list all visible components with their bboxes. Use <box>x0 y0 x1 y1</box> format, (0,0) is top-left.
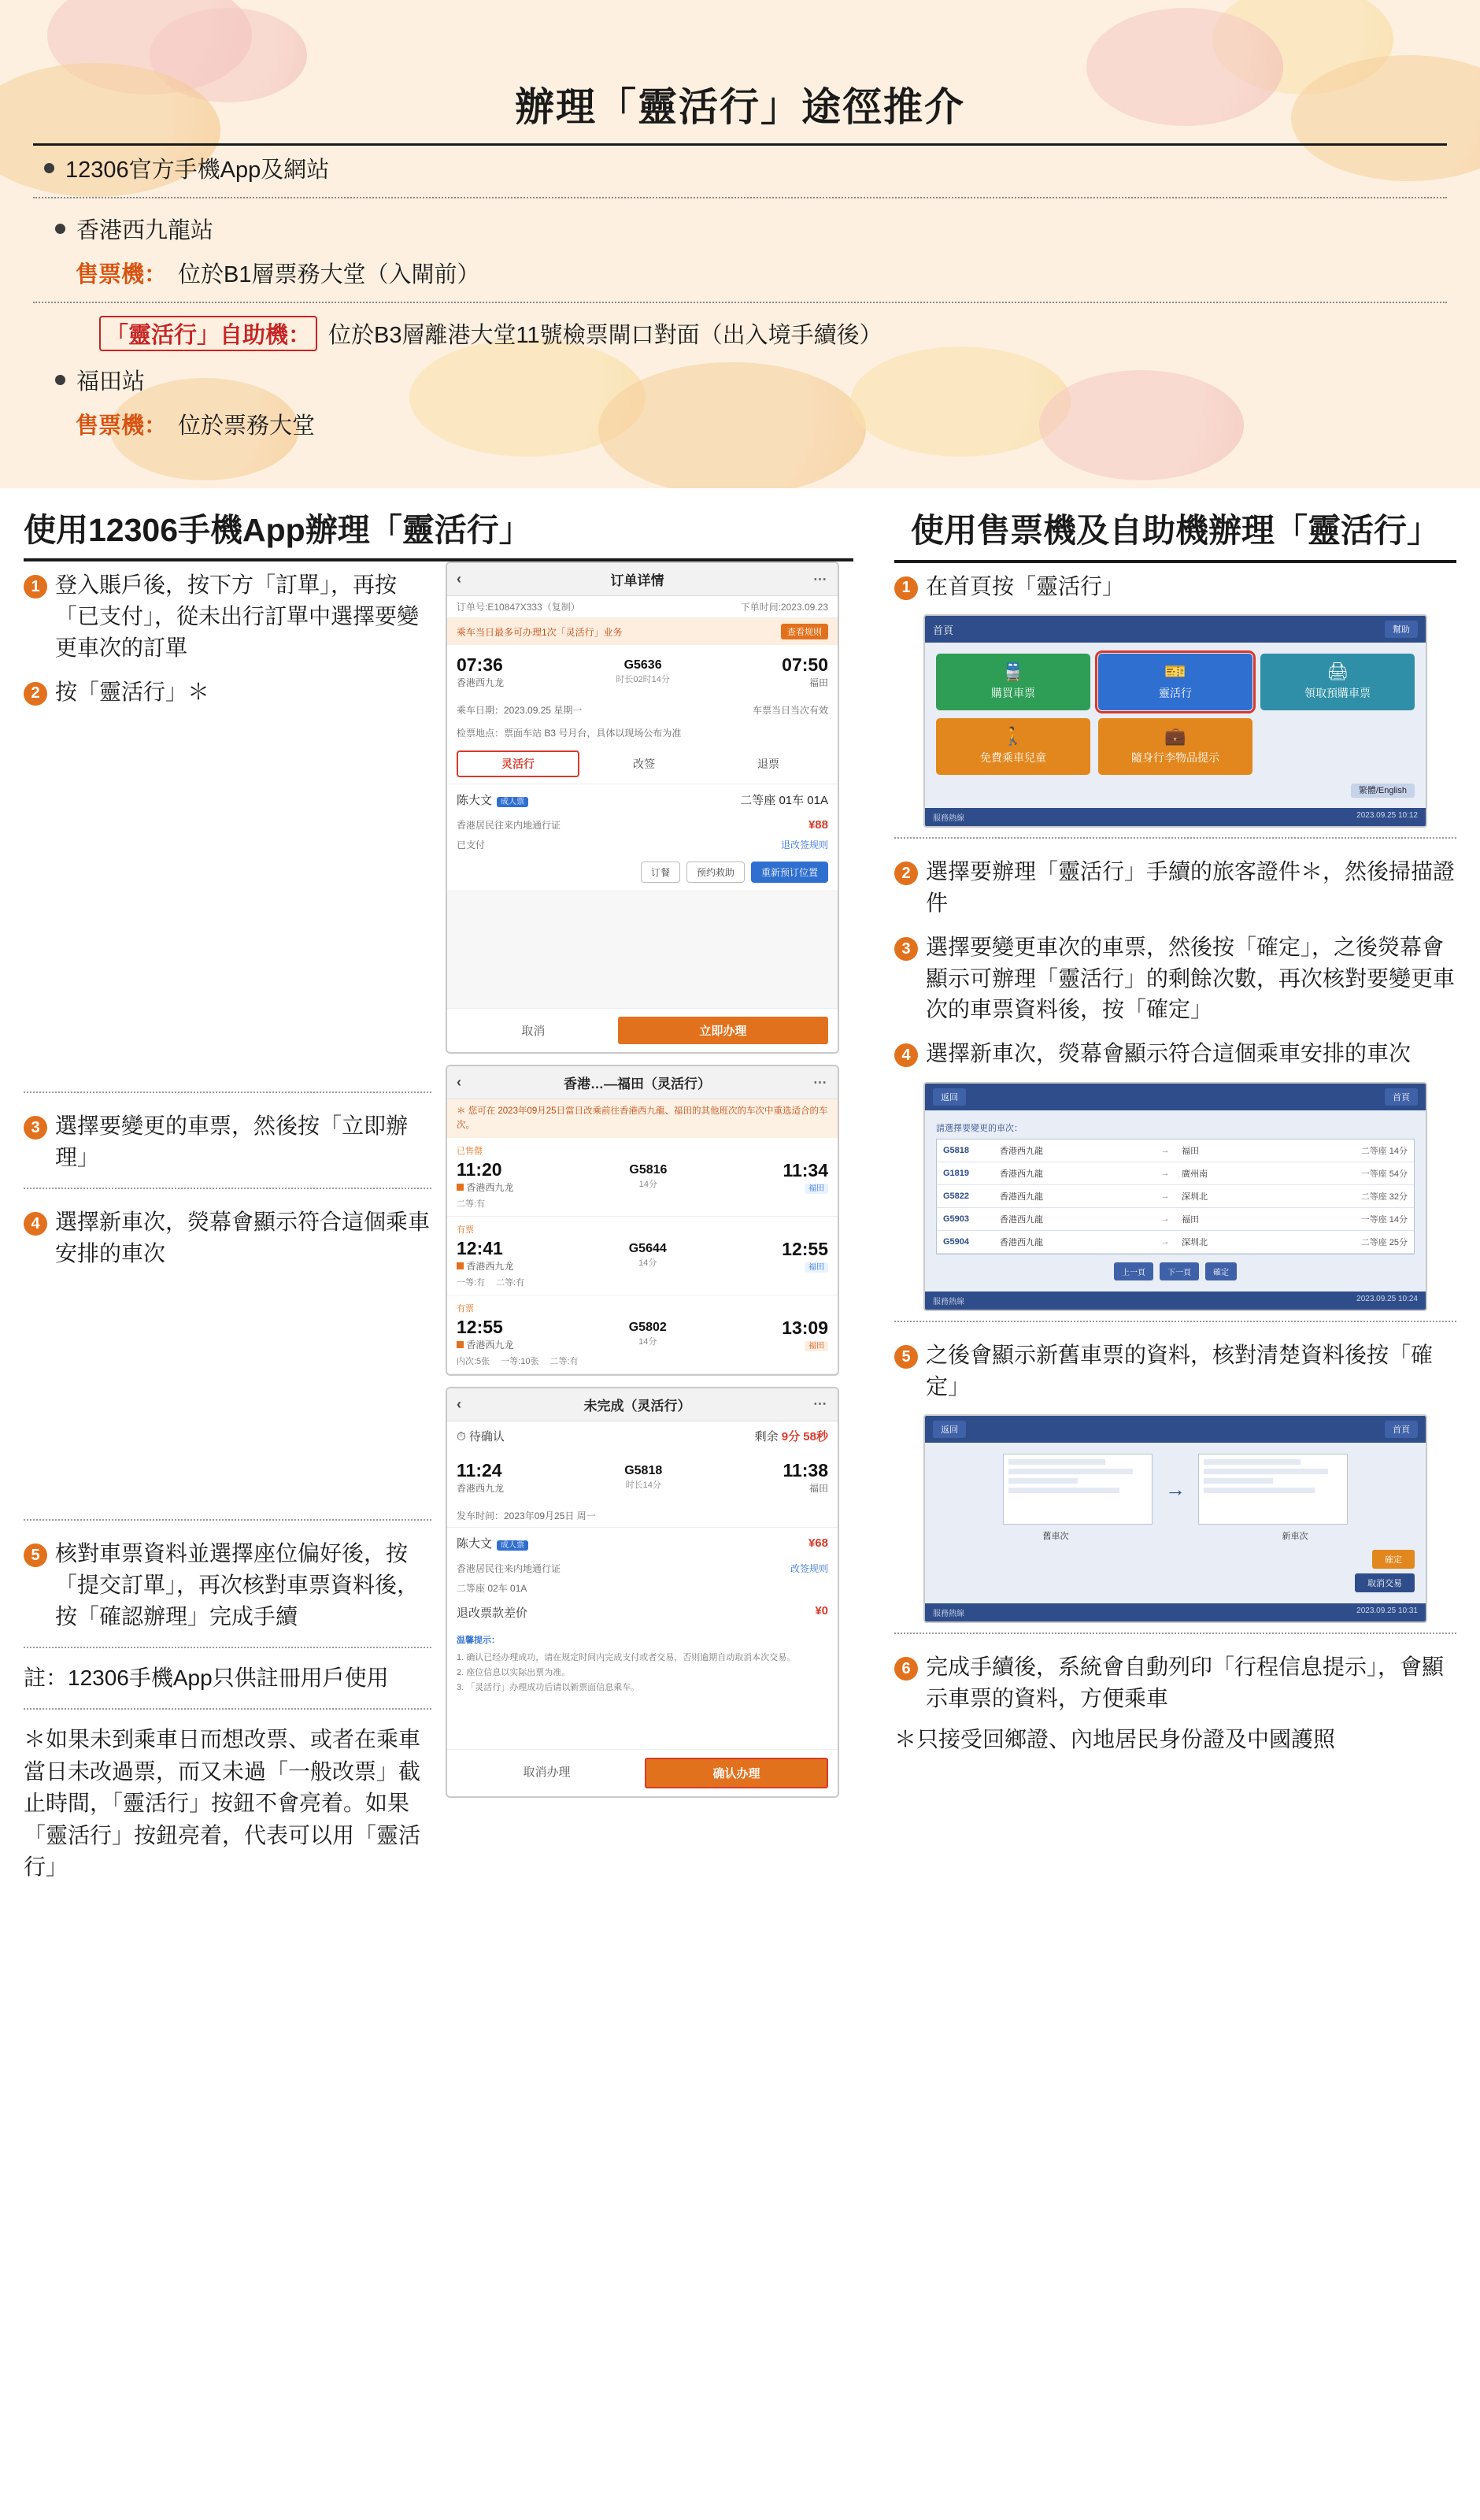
kiosk-tile-label: 免費乘車兒童 <box>980 751 1046 765</box>
list-notice: ＊ 您可在 2023年09月25日當日改乘前往香港西九龍、福田的其他班次的车次中重选适合的车次。 <box>447 1099 838 1138</box>
arrival-time: 13:09 <box>782 1317 828 1338</box>
step-text: 選擇要辦理「靈活行」手續的旅客證件＊，然後掃描證件 <box>926 859 1456 915</box>
banner-row-wkl-self-machine <box>33 309 1447 356</box>
tab-flexible[interactable]: 灵活行 <box>457 750 579 777</box>
kiosk-home-button[interactable]: 首頁 <box>1385 1421 1418 1438</box>
page-title: 辦理「靈活行」途徑推介 <box>515 85 965 129</box>
table-row[interactable] <box>937 1231 1414 1254</box>
step-item <box>24 669 431 713</box>
arrow-icon: → <box>1160 1168 1170 1178</box>
train-icon: 🚆 <box>1002 662 1024 682</box>
phone-title: 未完成（灵活行） <box>583 1398 691 1414</box>
note-asterisk: ＊如果未到乘車日而想改票、或者在乘車當日未改過票，而又未過「一般改票」截止時間，「靈活行」按鈕不會亮着。如果「靈活行」按鈕亮着，代表可以用「靈活行」 <box>24 1727 421 1880</box>
step-item <box>894 563 1456 607</box>
tip-line: 2. 座位信息以实际出票为准。 <box>457 1668 571 1678</box>
flexible-notice-banner <box>447 618 838 645</box>
to-station: 福田 <box>1182 1214 1199 1225</box>
kiosk-tile-label: 領取預購車票 <box>1304 687 1371 700</box>
train-number: G5904 <box>943 1236 970 1247</box>
kiosk-timestamp: 2023.09.25 10:31 <box>1356 1606 1418 1616</box>
departure-station: 香港西九龙 <box>457 677 505 689</box>
rebook-button[interactable]: 重新预订位置 <box>751 862 828 883</box>
arrow-icon: → <box>1160 1214 1170 1224</box>
phone-title-bar <box>447 1066 838 1099</box>
kiosk-tile-label: 靈活行 <box>1159 687 1192 700</box>
departure-time: 11:24 <box>457 1459 502 1480</box>
phone-order-detail <box>446 561 839 1054</box>
step-number: 3 <box>894 937 918 961</box>
banner-row-futian-ticket-machine <box>33 402 1447 445</box>
departure-station: 香港西九龙 <box>457 1482 505 1494</box>
from-station: 香港西九龍 <box>1000 1191 1043 1202</box>
more-dots-icon[interactable]: ⋯ <box>813 1074 828 1090</box>
next-page-button[interactable]: 下一頁 <box>1160 1262 1199 1280</box>
kiosk-footer <box>925 1603 1426 1621</box>
arrival-station: 福田 <box>782 1260 828 1272</box>
to-station: 深圳北 <box>1182 1191 1208 1202</box>
step-number: 1 <box>24 575 47 598</box>
kiosk-tile-grid <box>936 654 1415 775</box>
step-text: 按「靈活行」＊ <box>55 679 210 704</box>
step-item <box>24 1199 431 1274</box>
banner-row-wkl-ticket-machine <box>33 250 1447 294</box>
step-item <box>894 924 1456 1030</box>
left-column-body <box>24 561 853 1888</box>
departure-time: 12:41 <box>457 1237 503 1258</box>
arrival-station: 福田 <box>808 677 828 689</box>
chevron-left-icon[interactable]: ‹ <box>457 1395 461 1412</box>
kiosk-hotline: 服務熱線 <box>933 1610 964 1619</box>
right-column-heading: 使用售票機及自助機辦理「靈活行」 <box>894 510 1456 563</box>
table-row[interactable] <box>937 1162 1414 1185</box>
bag-icon: 💼 <box>1164 726 1186 747</box>
old-ticket-label: 舊車次 <box>1042 1532 1069 1542</box>
table-row[interactable] <box>937 1140 1414 1162</box>
confirm-status-row <box>447 1421 838 1451</box>
kiosk-home-label: 首頁 <box>933 624 954 636</box>
left-phone-mockups <box>446 561 853 1888</box>
row-meta: 二等座 32分 <box>1360 1191 1408 1202</box>
fare-difference-label: 退改票款差价 <box>457 1606 528 1620</box>
blank-area <box>447 890 838 1008</box>
train-duration: 时长02时14分 <box>616 675 670 685</box>
departure-station: 香港西九龙 <box>457 1180 513 1194</box>
passenger-type-badge: 成人票 <box>497 1540 528 1551</box>
divider <box>24 1647 431 1648</box>
kiosk-tile-flexible[interactable] <box>1098 654 1252 710</box>
arrival-time: 11:38 <box>783 1459 828 1480</box>
passenger-type-badge: 成人票 <box>497 797 528 807</box>
step-number: 6 <box>894 1657 918 1681</box>
kiosk-timestamp: 2023.09.25 10:12 <box>1356 811 1418 821</box>
payment-status: 已支付 <box>457 839 486 851</box>
phone-confirm <box>446 1387 839 1798</box>
kiosk-footer <box>925 808 1426 826</box>
from-station: 香港西九龍 <box>1000 1169 1043 1179</box>
step-item <box>24 561 431 668</box>
kiosk-hotline: 服務熱線 <box>933 814 964 824</box>
secondary-buttons <box>447 854 838 890</box>
confirm-processing-button[interactable]: 确认办理 <box>645 1758 828 1788</box>
step-text: 核對車票資料並選擇座位偏好後，按「提交訂單」，再次核對車票資料後，按「確認辦理」完成手續 <box>55 1541 420 1629</box>
kiosk-tile-collect-ticket[interactable] <box>1260 654 1415 710</box>
order-number: 订单号:E10847X333（复制） <box>457 602 580 613</box>
chevron-left-icon[interactable]: ‹ <box>457 571 461 587</box>
train-row <box>457 1159 828 1194</box>
kiosk-pager <box>936 1262 1415 1280</box>
kiosk-back-button[interactable]: 返回 <box>933 1421 966 1438</box>
kiosk-back-button[interactable]: 返回 <box>933 1088 966 1106</box>
cancel-transaction-button[interactable]: 取消交易 <box>1355 1573 1415 1592</box>
banner-row-wkl <box>33 205 1447 250</box>
idcard-row <box>447 1558 838 1578</box>
kiosk-hotline: 服務熱線 <box>933 1297 964 1306</box>
divider <box>894 837 1456 839</box>
countdown-value: 9分 58秒 <box>781 1429 828 1443</box>
label-self-service-machine: 「靈活行」自助機： <box>99 316 317 351</box>
divider <box>33 302 1447 303</box>
step-item <box>894 1332 1456 1407</box>
train-number: G5816 <box>629 1162 668 1177</box>
row-meta: 二等座 25分 <box>1360 1237 1408 1247</box>
change-rules-link[interactable]: 改签规则 <box>790 1562 828 1574</box>
phone-title: 订单详情 <box>610 573 664 589</box>
to-station: 廣州南 <box>1182 1169 1208 1179</box>
step-text: 登入賬戶後，按下方「訂單」，再按「已支付」，從未出行訂單中選擇要變更車次的訂單 <box>55 573 420 660</box>
banner-row-futian <box>33 356 1447 402</box>
arrow-icon: → <box>1160 1145 1170 1155</box>
refund-rules-link[interactable]: 退改签规则 <box>780 839 828 851</box>
kiosk-train-table <box>936 1139 1415 1254</box>
table-row[interactable] <box>937 1185 1414 1208</box>
tip-line: 3. 「灵活行」办理成功后请以新票面信息乘车。 <box>457 1682 640 1692</box>
prev-page-button[interactable]: 上一頁 <box>1114 1262 1153 1280</box>
train-duration: 14分 <box>638 1179 658 1189</box>
row-meta: 一等座 14分 <box>1360 1214 1408 1225</box>
to-station: 深圳北 <box>1182 1237 1208 1247</box>
step-number: 2 <box>24 682 47 706</box>
train-number: G5818 <box>943 1145 970 1155</box>
left-column <box>24 510 874 1888</box>
arrival-station: 福田 <box>808 1482 828 1494</box>
step-number: 5 <box>894 1345 918 1369</box>
order-meal-button[interactable]: 订餐 <box>641 862 680 883</box>
boarding-location: 检票地点：票面车站 B3 号月台，具体以现场公布为准 <box>457 728 682 739</box>
note-app-only: 註：12306手機App只供註冊用戶使用 <box>24 1665 389 1690</box>
payment-row <box>447 835 838 854</box>
ticket-comparison <box>936 1454 1415 1525</box>
step-item <box>24 1530 431 1636</box>
bullet-icon <box>55 224 65 234</box>
new-ticket-card <box>1198 1454 1348 1525</box>
step-text: 之後會顯示新舊車票的資料，核對清楚資料後按「確定」 <box>926 1342 1434 1399</box>
step-item <box>894 848 1456 924</box>
bullet-icon <box>55 375 65 385</box>
train-duration: 14分 <box>638 1258 657 1268</box>
banner-row-text: 位於B3層離港大堂11號檢票閘口對面（出入境手續後） <box>328 323 882 348</box>
step-text: 選擇新車次，熒幕會顯示符合這個乘車安排的車次 <box>55 1209 431 1266</box>
seat-availability: 内次:5张 一等:10张 二等:有 <box>457 1356 579 1366</box>
train-summary <box>447 1451 838 1504</box>
ticket-price: ¥88 <box>808 818 828 832</box>
fare-difference-row <box>447 1598 838 1627</box>
phone-title: 香港…—福田（灵活行） <box>564 1077 711 1092</box>
confirm-button[interactable]: 確定 <box>1372 1550 1415 1569</box>
kiosk-timestamp: 2023.09.25 10:24 <box>1356 1294 1418 1303</box>
kiosk-home-button[interactable]: 首頁 <box>1385 1088 1418 1106</box>
train-summary <box>447 645 838 699</box>
process-now-button[interactable]: 立即办理 <box>618 1017 828 1044</box>
order-meta <box>447 596 838 618</box>
kiosk-tile-label: 隨身行李物品提示 <box>1131 751 1219 765</box>
boarding-location-row <box>447 721 838 744</box>
divider <box>24 1708 431 1710</box>
step-number: 2 <box>894 862 918 885</box>
phone-title-bar <box>447 1388 838 1421</box>
departure-time: 07:36 <box>457 654 503 676</box>
train-number: G5802 <box>628 1320 667 1334</box>
list-item[interactable] <box>447 1295 838 1374</box>
passenger-name: 陈大文 <box>457 1536 493 1551</box>
train-number: G5822 <box>943 1191 970 1201</box>
arrival-time: 07:50 <box>782 654 828 676</box>
from-station: 香港西九龍 <box>1000 1146 1043 1156</box>
train-middle <box>509 658 777 685</box>
printer-icon: 🖨 <box>1326 662 1349 682</box>
row-meta: 一等座 54分 <box>1360 1169 1408 1179</box>
seat-availability: 二等:有 <box>457 1199 486 1209</box>
label-ticket-machine: 售票機： <box>76 262 168 287</box>
cancel-processing-button[interactable]: 取消办理 <box>523 1765 571 1779</box>
tip-line: 1. 确认已经办理成功，请在规定时间内完成支付或者交易，否则逾期自动取消本次交易。 <box>457 1653 796 1663</box>
kiosk-help-button[interactable]: 幫助 <box>1385 621 1418 638</box>
step-item <box>894 1644 1456 1719</box>
bullet-icon <box>44 163 54 173</box>
arrow-icon: → <box>1165 1477 1186 1501</box>
book-assistance-button[interactable]: 预约救助 <box>686 862 745 883</box>
kiosk-tile-buy-ticket[interactable] <box>936 654 1090 710</box>
ride-date-row <box>447 699 838 721</box>
departure-time: 11:20 <box>457 1158 502 1180</box>
view-rules-button[interactable]: 查看规则 <box>781 624 828 639</box>
tab-refund[interactable]: 退票 <box>757 758 779 771</box>
label-ticket-machine: 售票機： <box>76 413 168 439</box>
arrow-icon: → <box>1160 1191 1170 1201</box>
arrival-time: 11:34 <box>783 1159 828 1180</box>
step-text: 選擇新車次，熒幕會顯示符合這個乘車安排的車次 <box>926 1041 1412 1065</box>
kiosk-body <box>925 1443 1426 1603</box>
banner-row-text: 12306官方手機App及網站 <box>65 158 330 183</box>
seat-availability: 一等:有 二等:有 <box>457 1277 525 1288</box>
action-tabs <box>447 744 838 784</box>
language-toggle-button[interactable]: 繁體/English <box>1351 784 1415 798</box>
list-item[interactable] <box>447 1138 838 1217</box>
ticket-price: ¥68 <box>808 1536 828 1550</box>
step-number: 1 <box>894 576 918 600</box>
divider <box>24 1519 431 1521</box>
kiosk-header <box>925 1416 1426 1443</box>
train-row <box>457 1238 828 1273</box>
train-number: G1819 <box>943 1168 970 1178</box>
order-date: 下单时间:2023.09.23 <box>740 602 828 613</box>
to-station: 福田 <box>1182 1146 1199 1156</box>
step-text: 選擇要變更車次的車票，然後按「確定」，之後熒幕會顯示可辦理「靈活行」的剩餘次數，再次核對要變更車次的車票資料後，按「確定」 <box>926 934 1456 1022</box>
divider <box>33 197 1447 198</box>
passenger-row <box>447 784 838 815</box>
train-status: 有票 <box>457 1303 474 1314</box>
kiosk-tile-baggage-tips[interactable] <box>1098 718 1252 775</box>
right-column <box>874 510 1456 1888</box>
step-number: 3 <box>24 1116 47 1140</box>
step-number: 4 <box>24 1212 47 1236</box>
divider <box>894 1321 1456 1322</box>
new-ticket-label: 新車次 <box>1282 1532 1308 1542</box>
step-text: 選擇要變更的車票，然後按「立即辦理」 <box>55 1114 409 1169</box>
tips-block <box>447 1627 838 1702</box>
confirm-status: ⏱ 待确认 <box>457 1429 505 1443</box>
train-number: G5636 <box>623 658 662 673</box>
ticket-icon: 🎫 <box>1164 662 1186 682</box>
step-item <box>894 1030 1456 1074</box>
banner-row-text: 位於B1層票務大堂（入閘前） <box>178 262 480 287</box>
banner-row-text: 香港西九龍站 <box>76 217 214 243</box>
old-ticket-card <box>1003 1454 1153 1525</box>
arrival-station: 福田 <box>783 1181 828 1193</box>
kiosk-home-screen <box>923 614 1427 828</box>
kiosk-compare-screen <box>923 1414 1427 1623</box>
seat-row <box>447 1578 838 1598</box>
arrow-icon: → <box>1160 1236 1170 1247</box>
seat-info: 二等座 02车 01A <box>457 1582 527 1594</box>
ride-date: 乘车日期：2023.09.25 星期一 <box>457 705 583 717</box>
tips-title: 温馨提示： <box>457 1635 500 1645</box>
passenger-row <box>447 1527 838 1558</box>
departure-station: 香港西九龙 <box>457 1259 513 1273</box>
passenger-name: 陈大文 <box>457 794 493 808</box>
train-row <box>457 1317 828 1351</box>
kiosk-body <box>925 1110 1426 1292</box>
train-number: G5644 <box>628 1241 667 1255</box>
arrival-station: 福田 <box>782 1339 828 1351</box>
arrival-time: 12:55 <box>782 1238 828 1259</box>
row-meta: 二等座 14分 <box>1360 1146 1408 1156</box>
departure-station: 香港西九龙 <box>457 1338 513 1351</box>
comparison-captions <box>936 1529 1415 1542</box>
right-footnote: ＊只接受回鄉證、內地居民身份證及中國護照 <box>894 1726 1336 1751</box>
step-number: 4 <box>894 1043 918 1067</box>
kiosk-body <box>925 643 1426 808</box>
kiosk-tile-free-child[interactable] <box>936 718 1090 775</box>
chevron-left-icon[interactable]: ‹ <box>457 1074 461 1091</box>
list-item[interactable] <box>447 1217 838 1295</box>
countdown-label: 剩余 <box>754 1429 779 1443</box>
tab-change[interactable]: 改签 <box>633 758 655 771</box>
id-document: 香港居民往来内地通行证 <box>457 820 561 832</box>
kiosk-footer <box>925 1292 1426 1310</box>
content-columns <box>0 510 1480 1888</box>
step-number: 5 <box>24 1544 47 1567</box>
divider <box>894 1632 1456 1634</box>
from-station: 香港西九龍 <box>1000 1237 1043 1247</box>
phone-train-list <box>446 1065 839 1376</box>
kiosk-language-row <box>936 783 1415 797</box>
step-item <box>24 1102 431 1178</box>
departure-time: 12:55 <box>457 1316 503 1337</box>
child-icon: 🚶 <box>1002 726 1024 747</box>
train-duration: 14分 <box>638 1336 657 1347</box>
step-text: 完成手續後，系統會自動列印「行程信息提示」，會顯示車票的資料，方便乘車 <box>926 1655 1445 1710</box>
seat-info: 二等座 01车 01A <box>740 794 828 808</box>
fare-difference-value: ¥0 <box>815 1603 828 1618</box>
idcard-row <box>447 815 838 835</box>
kiosk-caption: 請選擇要變更的車次： <box>936 1123 1023 1133</box>
train-number: G5818 <box>624 1463 663 1477</box>
kiosk-tile-label: 購買車票 <box>991 687 1035 700</box>
phone-footer <box>447 1008 838 1052</box>
flexible-notice-text: 乘车当日最多可办理1次「灵活行」业务 <box>457 626 623 638</box>
train-duration: 时长14分 <box>625 1480 661 1490</box>
ride-validity: 车票当日当次有效 <box>752 705 828 717</box>
confirm-button[interactable]: 確定 <box>1205 1262 1237 1280</box>
step-text: 在首頁按「靈活行」 <box>926 573 1125 598</box>
phone-title-bar <box>447 563 838 596</box>
banner-row-app <box>33 146 1447 189</box>
kiosk-train-select-screen <box>923 1082 1427 1311</box>
banner-row-text: 福田站 <box>76 369 146 395</box>
kiosk-header <box>925 1084 1426 1110</box>
divider <box>24 1091 431 1093</box>
divider <box>24 1188 431 1189</box>
table-row[interactable] <box>937 1208 1414 1231</box>
more-dots-icon[interactable]: ⋯ <box>813 1396 828 1412</box>
train-status: 已售罄 <box>457 1146 483 1156</box>
id-document: 香港居民往来内地通行证 <box>457 1562 561 1574</box>
banner-row-text: 位於票務大堂 <box>178 413 316 439</box>
train-status: 有票 <box>457 1225 474 1235</box>
train-number: G5903 <box>943 1214 970 1224</box>
top-banner <box>0 0 1480 488</box>
more-dots-icon[interactable]: ⋯ <box>813 571 828 587</box>
from-station: 香港西九龍 <box>1000 1214 1043 1225</box>
left-steps <box>24 561 431 1888</box>
left-column-heading: 使用12306手機App辦理「靈活行」 <box>24 510 853 561</box>
ride-date-row <box>447 1504 838 1527</box>
cancel-button[interactable]: 取消 <box>521 1025 546 1039</box>
kiosk-header <box>925 616 1426 643</box>
kiosk-actions <box>936 1550 1415 1592</box>
ride-date: 发车时间：2023年09月25日 周一 <box>457 1510 596 1521</box>
phone-footer <box>447 1749 838 1796</box>
